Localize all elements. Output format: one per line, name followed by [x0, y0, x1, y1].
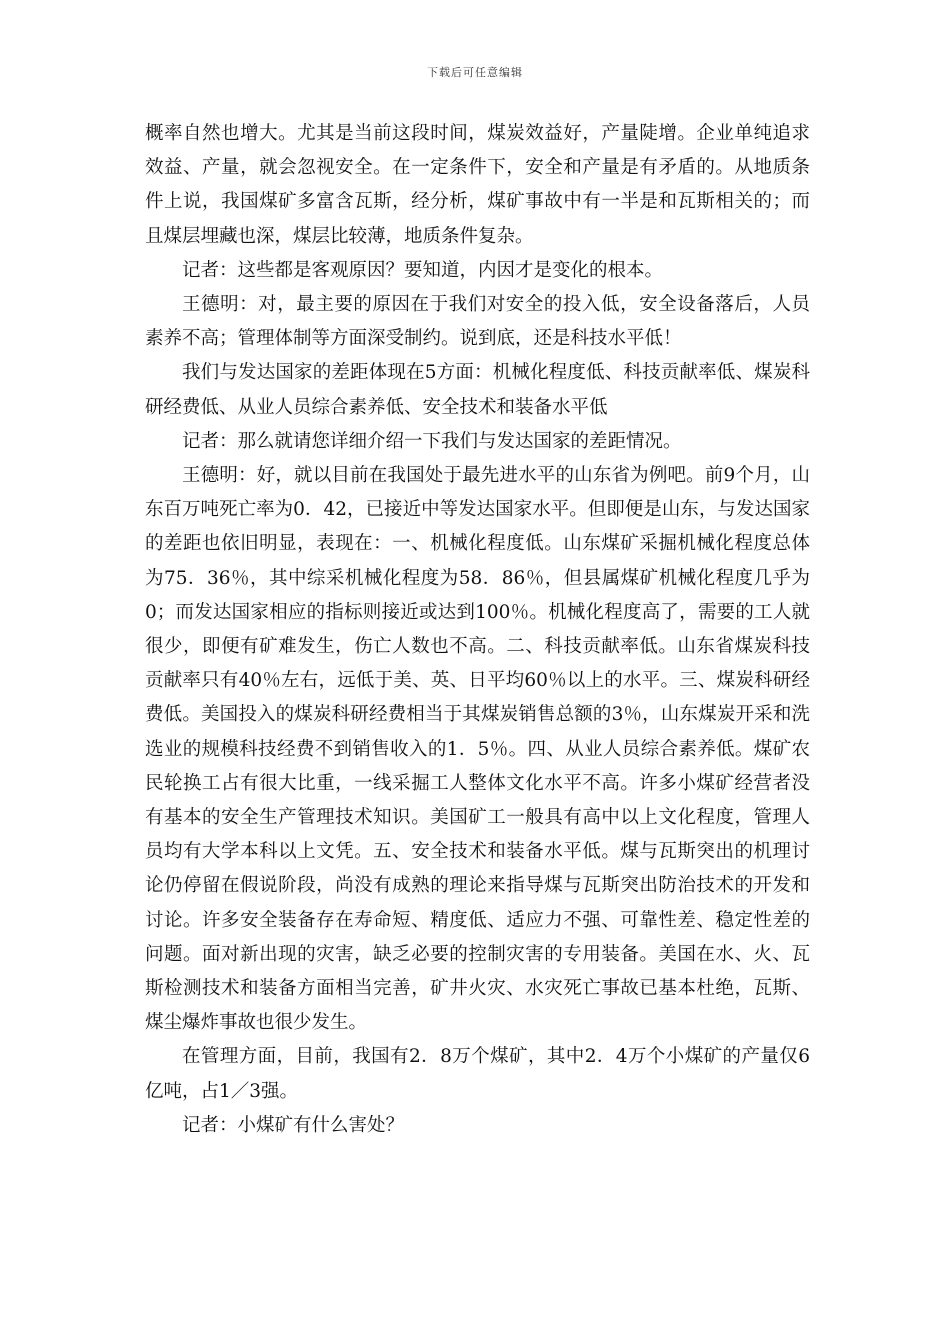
paragraph-reporter-question: 记者：小煤矿有什么害处？	[182, 1114, 405, 1136]
article-body	[145, 117, 810, 1143]
paragraph-reporter-question: 记者：这些都是客观原因？要知道，内因才是变化的根本。	[182, 259, 664, 281]
paragraph-continuation: 概率自然也增大。尤其是当前这段时间，煤炭效益好，产量陡增。企业单纯追求效益、产量，就会忽视安全。在一定条件下，安全和产量是有矛盾的。从地质条件上说，我国煤矿多富含瓦斯，经分析，煤矿事故中有一半是和瓦斯相关的；而且煤层埋藏也深，煤层比较薄，地质条件复杂。	[145, 123, 810, 247]
page-header-note: 下载后可任意编辑	[427, 66, 523, 79]
paragraph-reporter-question: 记者：那么就请您详细介绍一下我们与发达国家的差距情况。	[182, 430, 682, 452]
paragraph-wang-answer: 王德明：好，就以目前在我国处于最先进水平的山东省为例吧。前9个月，山东百万吨死亡率为0．42，已接近中等发达国家水平。但即便是山东，与发达国家的差距也依旧明显，表现在：一、机械化程度低。山东煤矿采掘机械化程度总体为75．36％，其中综采机械化程度为58．86％，但县属煤矿机械化程度几乎为0；而发达国家相应的指标则接近或达到100％。机械化程度高了，需要的工人就很少，即便有矿难发生，伤亡人数也不高。二、科技贡献率低。山东省煤炭科技贡献率只有40％左右，远低于美、英、日平均60％以上的水平。三、煤炭科研经费低。美国投入的煤炭科研经费相当于其煤炭销售总额的3％，山东煤炭开采和洗选业的规模科技经费不到销售收入的1．5％。四、从业人员综合素养低。煤矿农民轮换工占有很大比重，一线采掘工人整体文化水平不高。许多小煤矿经营者没有基本的安全生产管理技术知识。美国矿工一般具有高中以上文化程度，管理人员均有大学本科以上文凭。五、安全技术和装备水平低。煤与瓦斯突出的机理讨论仍停留在假说阶段，尚没有成熟的理论来指导煤与瓦斯突出防治技术的开发和讨论。许多安全装备存在寿命短、精度低、适应力不强、可靠性差、稳定性差的问题。面对新出现的灾害，缺乏必要的控制灾害的专用装备。美国在水、火、瓦斯检测技术和装备方面相当完善，矿井火灾、水灾死亡事故已基本杜绝，瓦斯、煤尘爆炸事故也很少发生。	[145, 465, 810, 1034]
paragraph-management: 在管理方面，目前，我国有2．8万个煤矿，其中2．4万个小煤矿的产量仅6亿吨，占1／3强。	[145, 1046, 810, 1102]
paragraph-summary: 我们与发达国家的差距体现在5方面：机械化程度低、科技贡献率低、煤炭科研经费低、从业人员综合素养低、安全技术和装备水平低	[145, 362, 810, 418]
paragraph-wang-answer: 王德明：对，最主要的原因在于我们对安全的投入低，安全设备落后，人员素养不高；管理体制等方面深受制约。说到底，还是科技水平低！	[145, 294, 810, 350]
